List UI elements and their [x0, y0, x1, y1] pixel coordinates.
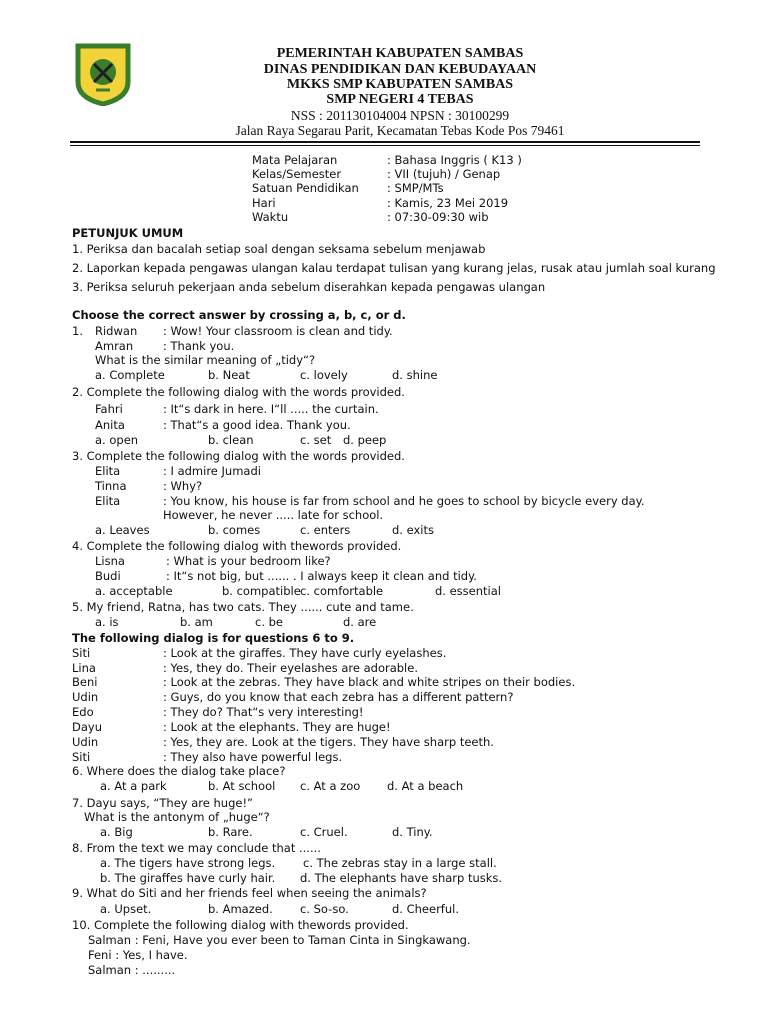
- info-label-time: Waktu: [252, 210, 289, 224]
- q2-title: 2. Complete the following dialog with the words provided.: [72, 385, 405, 399]
- header-divider-thick: [70, 141, 700, 143]
- q5-option-c: c. be: [255, 615, 284, 629]
- q3-line-2: : Why?: [163, 479, 203, 493]
- header-address: Jalan Raya Segarau Parit, Kecamatan Tebas Kode Pos 79461: [235, 123, 565, 138]
- q1-question: What is the similar meaning of „tidy“?: [95, 353, 316, 367]
- info-label-unit: Satuan Pendidikan: [252, 181, 359, 195]
- q3-speaker-2: Tinna: [95, 479, 127, 493]
- q4-option-d: d. essential: [435, 584, 501, 598]
- petunjuk-item-2: 2. Laporkan kepada pengawas ulangan kalau terdapat tulisan yang kurang jelas, rusak atau jumlah soal kurang: [72, 261, 716, 275]
- q3-line-3: : You know, his house is far from school and he goes to school by bicycle every day.: [163, 494, 645, 508]
- q1-speaker-2: Amran: [95, 339, 134, 353]
- q3-option-d: d. exits: [392, 523, 434, 537]
- dialog-speaker-5: Edo: [72, 705, 94, 719]
- dialog-line-5: : They do? That“s very interesting!: [163, 705, 364, 719]
- q3-speaker-3: Elita: [95, 494, 121, 508]
- info-label-subject: Mata Pelajaran: [252, 153, 338, 167]
- q10-title: 10. Complete the following dialog with thewords provided.: [72, 918, 409, 932]
- info-label-day: Hari: [252, 196, 276, 210]
- q5-title: 5. My friend, Ratna, has two cats. They ...... cute and tame.: [72, 600, 414, 614]
- header-divider-thin: [70, 145, 700, 146]
- q7-question: What is the antonym of „huge“?: [84, 810, 270, 824]
- info-value-day: : Kamis, 23 Mei 2019: [387, 196, 509, 210]
- q2-speaker-1: Fahri: [95, 402, 123, 416]
- q6-option-c: c. At a zoo: [300, 779, 361, 793]
- q3-option-a: a. Leaves: [95, 523, 150, 537]
- info-value-class: : VII (tujuh) / Genap: [387, 167, 501, 181]
- q8-option-b: b. The giraffes have curly hair.: [100, 871, 276, 885]
- dialog-line-6: : Look at the elephants. They are huge!: [163, 720, 391, 734]
- q6-title: 6. Where does the dialog take place?: [72, 764, 286, 778]
- q7-option-b: b. Rare.: [208, 825, 253, 839]
- q9-option-d: d. Cheerful.: [392, 902, 459, 916]
- q9-title: 9. What do Siti and her friends feel when seeing the animals?: [72, 886, 427, 900]
- header-school-name: SMP NEGERI 4 TEBAS: [326, 92, 474, 107]
- q8-title: 8. From the text we may conclude that ......: [72, 841, 321, 855]
- q2-option-c: c. set: [300, 433, 332, 447]
- q4-option-c: c. comfortable: [300, 584, 384, 598]
- q1-option-d: d. shine: [392, 368, 438, 382]
- q8-option-a: a. The tigers have strong legs.: [100, 856, 276, 870]
- q7-title: 7. Dayu says, “They are huge!”: [72, 796, 254, 810]
- q10-line-1: Salman : Feni, Have you ever been to Taman Cinta in Singkawang.: [88, 933, 471, 947]
- q4-option-b: b. compatible: [222, 584, 301, 598]
- header-mkks: MKKS SMP KABUPATEN SAMBAS: [286, 77, 514, 92]
- q2-line-1: : It“s dark in here. I“ll ..... the curtain.: [163, 402, 379, 416]
- header-government: PEMERINTAH KABUPATEN SAMBAS: [276, 46, 524, 61]
- q10-line-3: Salman : .........: [88, 963, 176, 977]
- dialog-line-4: : Guys, do you know that each zebra has a different pattern?: [163, 690, 514, 704]
- school-emblem-logo: [74, 42, 132, 106]
- header-department: DINAS PENDIDIKAN DAN KEBUDAYAAN: [263, 62, 537, 77]
- petunjuk-title: PETUNJUK UMUM: [72, 226, 184, 240]
- q1-option-a: a. Complete: [95, 368, 165, 382]
- q7-option-d: d. Tiny.: [392, 825, 433, 839]
- instruction: Choose the correct answer by crossing a, b, c, or d.: [72, 308, 406, 322]
- dialog-speaker-1: Siti: [72, 646, 91, 660]
- q3-option-b: b. comes: [208, 523, 261, 537]
- q2-option-b: b. clean: [208, 433, 254, 447]
- q1-line-1: : Wow! Your classroom is clean and tidy.: [163, 324, 393, 338]
- q4-title: 4. Complete the following dialog with thewords provided.: [72, 539, 402, 553]
- q8-option-d: d. The elephants have sharp tusks.: [300, 871, 503, 885]
- q6-option-a: a. At a park: [100, 779, 167, 793]
- dialog-line-8: : They also have powerful legs.: [163, 750, 343, 764]
- dialog-speaker-4: Udin: [72, 690, 99, 704]
- q1-option-c: c. lovely: [300, 368, 348, 382]
- q2-option-d: d. peep: [343, 433, 387, 447]
- q9-option-c: c. So-so.: [300, 902, 349, 916]
- q4-speaker-2: Budi: [95, 569, 121, 583]
- q3-line-1: : I admire Jumadi: [163, 464, 261, 478]
- dialog-speaker-3: Beni: [72, 675, 98, 689]
- q9-option-b: b. Amazed.: [208, 902, 273, 916]
- q8-option-c: c. The zebras stay in a large stall.: [303, 856, 497, 870]
- q2-speaker-2: Anita: [95, 418, 125, 432]
- q4-line-1: : What is your bedroom like?: [166, 554, 331, 568]
- q4-option-a: a. acceptable: [95, 584, 173, 598]
- info-value-unit: : SMP/MTs: [387, 181, 444, 195]
- q3-option-c: c. enters: [300, 523, 351, 537]
- q1-line-2: : Thank you.: [163, 339, 235, 353]
- q4-speaker-1: Lisna: [95, 554, 125, 568]
- info-label-class: Kelas/Semester: [252, 167, 342, 181]
- dialog-speaker-8: Siti: [72, 750, 91, 764]
- q7-option-a: a. Big: [100, 825, 133, 839]
- q6-option-d: d. At a beach: [387, 779, 464, 793]
- dialog-speaker-6: Dayu: [72, 720, 102, 734]
- dialog-line-2: : Yes, they do. Their eyelashes are adorable.: [163, 661, 418, 675]
- q1-speaker-1: Ridwan: [95, 324, 138, 338]
- q9-option-a: a. Upset.: [100, 902, 152, 916]
- q3-speaker-1: Elita: [95, 464, 121, 478]
- q5-option-a: a. is: [95, 615, 119, 629]
- q4-line-2: : It“s not big, but ...... . I always keep it clean and tidy.: [166, 569, 477, 583]
- petunjuk-item-3: 3. Periksa seluruh pekerjaan anda sebelum diserahkan kepada pengawas ulangan: [72, 280, 546, 294]
- dialog-speaker-7: Udin: [72, 735, 99, 749]
- q3-title: 3. Complete the following dialog with the words provided.: [72, 449, 405, 463]
- q1-number: 1.: [72, 324, 83, 338]
- dialog-line-3: : Look at the zebras. They have black and white stripes on their bodies.: [163, 675, 576, 689]
- q7-option-c: c. Cruel.: [300, 825, 348, 839]
- info-value-time: : 07:30-09:30 wib: [387, 210, 489, 224]
- q1-option-b: b. Neat: [208, 368, 250, 382]
- q5-option-d: d. are: [343, 615, 377, 629]
- q3-line-4: However, he never ..... late for school.: [163, 508, 384, 522]
- q2-option-a: a. open: [95, 433, 139, 447]
- petunjuk-item-1: 1. Periksa dan bacalah setiap soal dengan seksama sebelum menjawab: [72, 242, 486, 256]
- dialog-line-1: : Look at the giraffes. They have curly eyelashes.: [163, 646, 447, 660]
- dialog-speaker-2: Lina: [72, 661, 96, 675]
- q6-option-b: b. At school: [208, 779, 276, 793]
- dialog-title: The following dialog is for questions 6 to 9.: [72, 631, 355, 645]
- header-nss-npsn: NSS : 201130104004 NPSN : 30100299: [290, 108, 510, 123]
- dialog-line-7: : Yes, they are. Look at the tigers. They have sharp teeth.: [163, 735, 494, 749]
- q2-line-2: : That“s a good idea. Thank you.: [163, 418, 351, 432]
- info-value-subject: : Bahasa Inggris ( K13 ): [387, 153, 522, 167]
- q10-line-2: Feni : Yes, I have.: [88, 948, 188, 962]
- q5-option-b: b. am: [180, 615, 213, 629]
